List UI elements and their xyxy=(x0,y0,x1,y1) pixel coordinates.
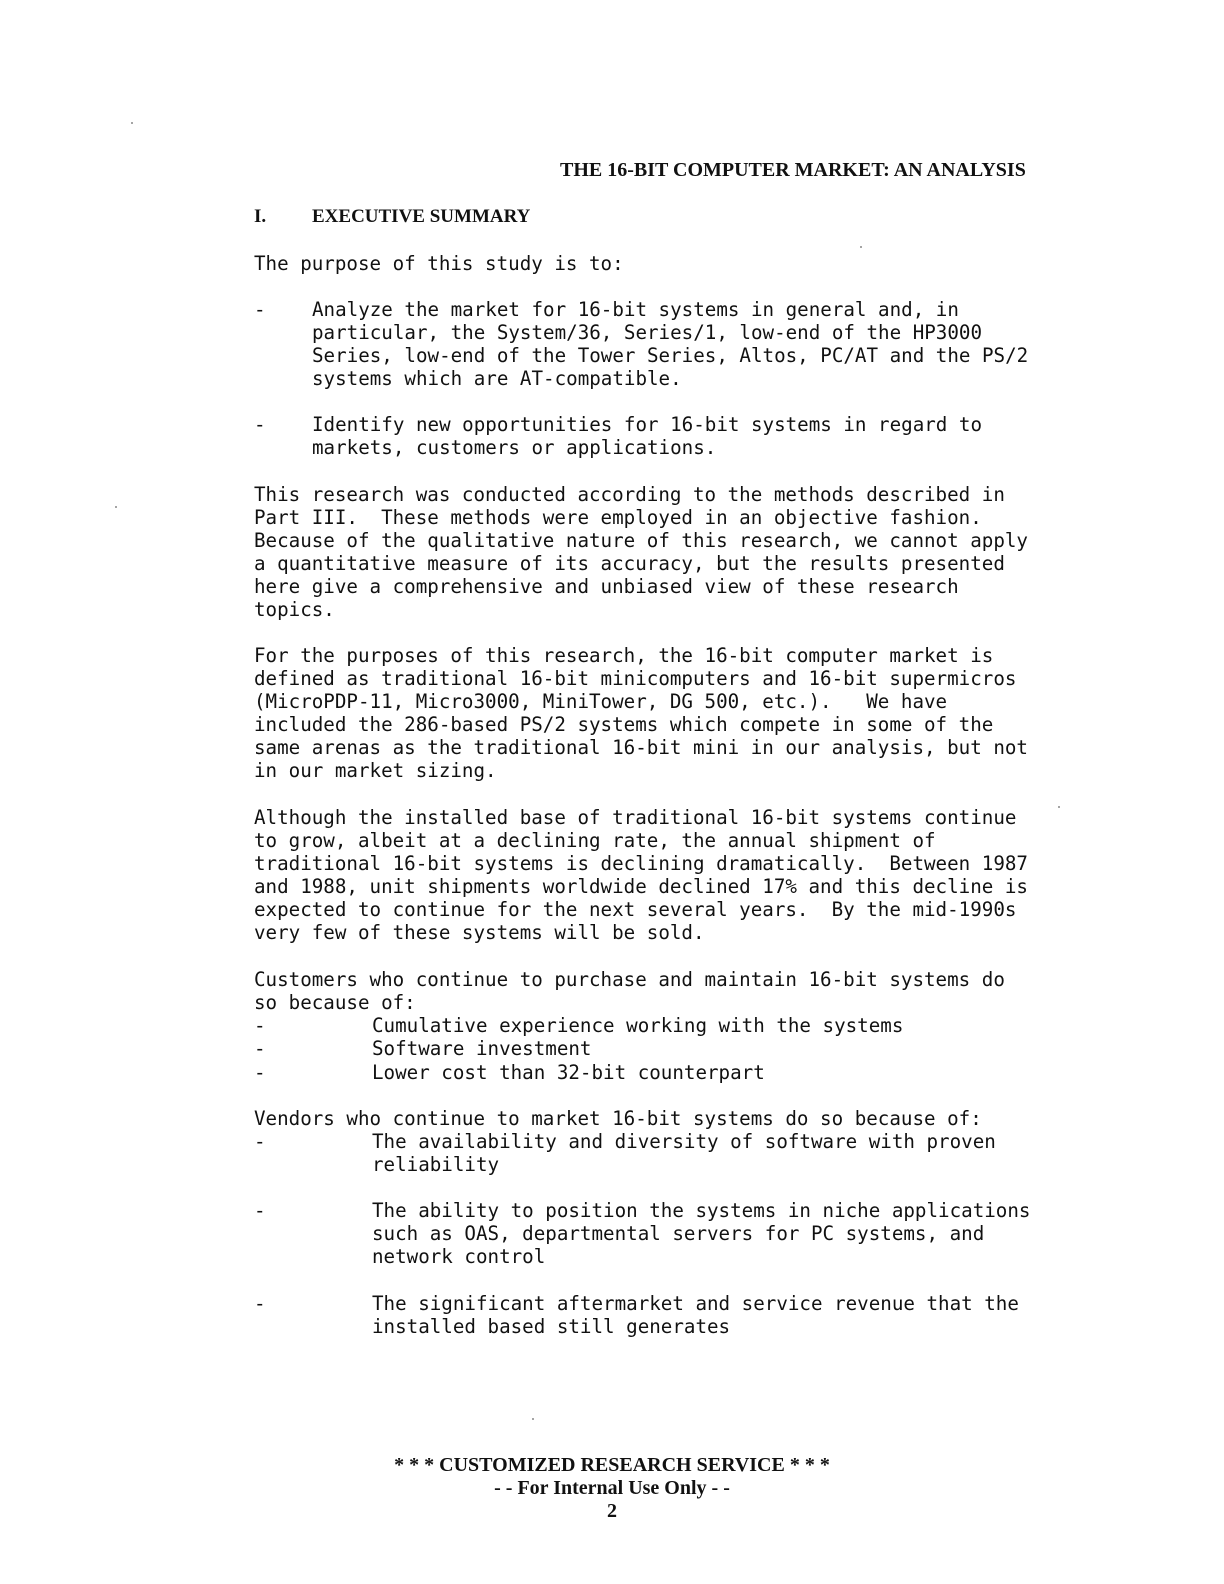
list-item xyxy=(254,1292,1019,1384)
bullet-dash: - xyxy=(254,1292,266,1315)
document-title: THE 16-BIT COMPUTER MARKET: AN ANALYSIS xyxy=(560,159,1026,181)
bullet-dash: - xyxy=(254,1061,266,1084)
bullet-text: The ability to position the systems in niche applications such as OAS, departmental servers for PC systems, and network control xyxy=(372,1199,1031,1269)
section-heading xyxy=(254,205,530,229)
bullet-text: Software investment xyxy=(372,1037,592,1060)
bullet-dash: - xyxy=(254,298,266,321)
list-item xyxy=(254,1199,1031,1291)
paragraph-definition: For the purposes of this research, the 16-bit computer market is defined as traditional 16-bit minicomputers and 16-bit supermicros (MicroPDP-11, Micro3000, MiniTower, DG 500, etc.). We have included the 286-based PS/2 systems which compete in some of the same arenas as the traditional 16-bit mini in our analysis, but not in our market sizing. xyxy=(254,644,1028,783)
list-item xyxy=(254,298,1029,391)
bullet-dash: - xyxy=(254,1014,266,1037)
bullet-text: Lower cost than 32-bit counterpart xyxy=(372,1061,765,1084)
footer-service: * * * CUSTOMIZED RESEARCH SERVICE * * * xyxy=(394,1454,830,1476)
scan-speck xyxy=(1058,806,1060,808)
bullet-dash: - xyxy=(254,1199,266,1222)
intro-sentence: The purpose of this study is to: xyxy=(254,252,624,275)
bullet-text: Cumulative experience working with the systems xyxy=(372,1014,904,1037)
vendors-intro: Vendors who continue to market 16-bit systems do so because of: xyxy=(254,1107,982,1130)
scan-speck xyxy=(131,122,133,124)
scan-speck xyxy=(860,246,862,248)
section-title: EXECUTIVE SUMMARY xyxy=(312,206,531,227)
bullet-text: The availability and diversity of software with proven reliability xyxy=(372,1130,996,1177)
bullet-text: Identify new opportunities for 16-bit systems in regard to markets, customers or applications. xyxy=(312,413,983,460)
bullet-dash: - xyxy=(254,1037,266,1060)
footer-notice: - - For Internal Use Only - - xyxy=(494,1477,730,1499)
bullet-text: The significant aftermarket and service revenue that the installed based still generates xyxy=(372,1292,1019,1339)
section-number: I. xyxy=(254,206,267,227)
bullet-dash: - xyxy=(254,413,266,436)
paragraph-methods: This research was conducted according to the methods described in Part III. These methods were employed in an objective fashion. Because of the qualitative nature of this research, we cannot apply a quantitative measure of its accuracy, but the results presented here give a comprehensive and unbiased view of these research topics. xyxy=(254,483,1028,622)
paragraph-shipments: Although the installed base of traditional 16-bit systems continue to grow, albeit at a declining rate, the annual shipment of traditional 16-bit systems is declining dramatically. Between 1987 and 1988, unit shipments worldwide declined 17% and this decline is expected to continue for the next several years. By the mid-1990s very few of these systems will be sold. xyxy=(254,806,1028,945)
page-number: 2 xyxy=(607,1500,617,1522)
bullet-dash: - xyxy=(254,1130,266,1153)
scan-speck xyxy=(532,1418,534,1420)
bullet-text: Analyze the market for 16-bit systems in general and, in particular, the System/36, Series/1, low-end of the HP3000 Series, low-end of the Tower Series, Altos, PC/AT and the PS/2 systems which are AT-compatible. xyxy=(312,298,1029,391)
customers-intro: Customers who continue to purchase and maintain 16-bit systems do so because of: xyxy=(254,968,1005,1015)
scan-speck xyxy=(115,506,117,508)
